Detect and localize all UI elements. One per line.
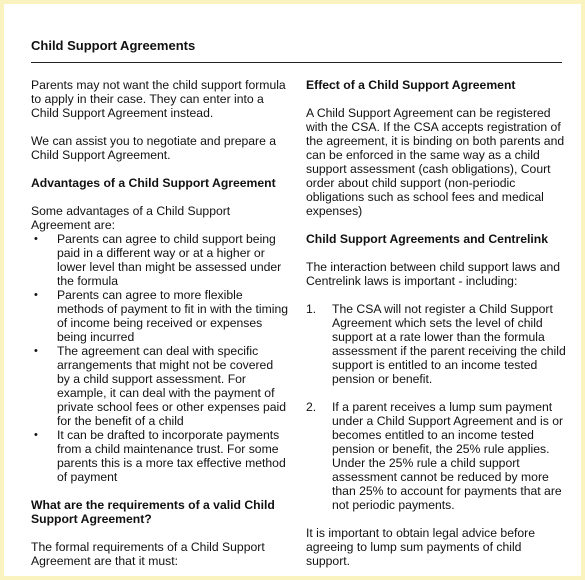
list-item-text: Parents can agree to more flexible methods of payment to fit in with the timing of income being received or expenses being incurred xyxy=(57,288,288,344)
list-item-text: If a parent receives a lump sum payment under a Child Support Agreement and is or becomes entitled to an income tested pension or benefit, the 25% rule applies. Under the 25% rule a child support assessment cannot be reduced by more than 25% to account for payments that are not periodic payments. xyxy=(332,400,564,512)
centrelink-list xyxy=(306,302,568,512)
bullet-icon: • xyxy=(34,289,38,301)
bullet-icon: • xyxy=(34,233,38,245)
assist-paragraph: We can assist you to negotiate and prepare a Child Support Agreement. xyxy=(31,134,277,162)
document-title: Child Support Agreements xyxy=(31,38,196,53)
document-page xyxy=(4,4,581,576)
list-item-text: The agreement can deal with specific arrangements that might not be covered by a child support assessment. For example, it can deal with the payment of private school fees or other expenses paid for the benefit of a child xyxy=(57,344,286,428)
centrelink-intro: The interaction between child support laws and Centrelink laws is important - including: xyxy=(306,260,561,288)
bullet-icon: • xyxy=(34,429,38,441)
effect-paragraph: A Child Support Agreement can be registered with the CSA. If the CSA accepts registration of the agreement, it is binding on both parents and can be enforced in the same way as a child support assessment (cash obligations), Court order about child support (non-periodic obligations such as school fees and medical expenses) xyxy=(306,106,565,218)
right-column xyxy=(306,78,568,568)
advantages-heading: Advantages of a Child Support Agreement xyxy=(31,176,276,190)
list-item xyxy=(306,400,568,512)
bullet-icon: • xyxy=(34,345,38,357)
intro-paragraph: Parents may not want the child support formula to apply in their case. They can enter into a Child Support Agreement instead. xyxy=(31,78,286,120)
list-item-text: Parents can agree to child support being paid in a different way or at a higher or lower level than might be assessed under the formula xyxy=(57,232,282,288)
closing-paragraph: It is important to obtain legal advice before agreeing to lump sum payments of child support. xyxy=(306,526,535,568)
title-divider xyxy=(31,62,562,63)
requirements-heading: What are the requirements of a valid Child Support Agreement? xyxy=(31,498,275,526)
item-number: 1. xyxy=(306,302,317,316)
centrelink-heading: Child Support Agreements and Centrelink xyxy=(306,232,548,246)
list-item xyxy=(306,302,568,386)
advantages-intro: Some advantages of a Child Support Agreement are: xyxy=(31,204,231,232)
requirements-paragraph: The formal requirements of a Child Support Agreement are that it must: xyxy=(31,540,265,568)
advantages-list xyxy=(31,232,289,484)
list-item-text: The CSA will not register a Child Support Agreement which sets the level of child support at a rate lower than the formula assessment if the parent receiving the child support is entitled to an income tested pension or benefit. xyxy=(332,302,566,386)
effect-heading: Effect of a Child Support Agreement xyxy=(306,78,516,92)
list-item xyxy=(31,428,289,484)
left-column xyxy=(31,78,289,568)
list-item-text: It can be drafted to incorporate payments from a child maintenance trust. For some parents this is a more tax effective method of payment xyxy=(57,428,286,484)
item-number: 2. xyxy=(306,400,317,414)
list-item xyxy=(31,232,289,288)
list-item xyxy=(31,344,289,428)
list-item xyxy=(31,288,289,344)
